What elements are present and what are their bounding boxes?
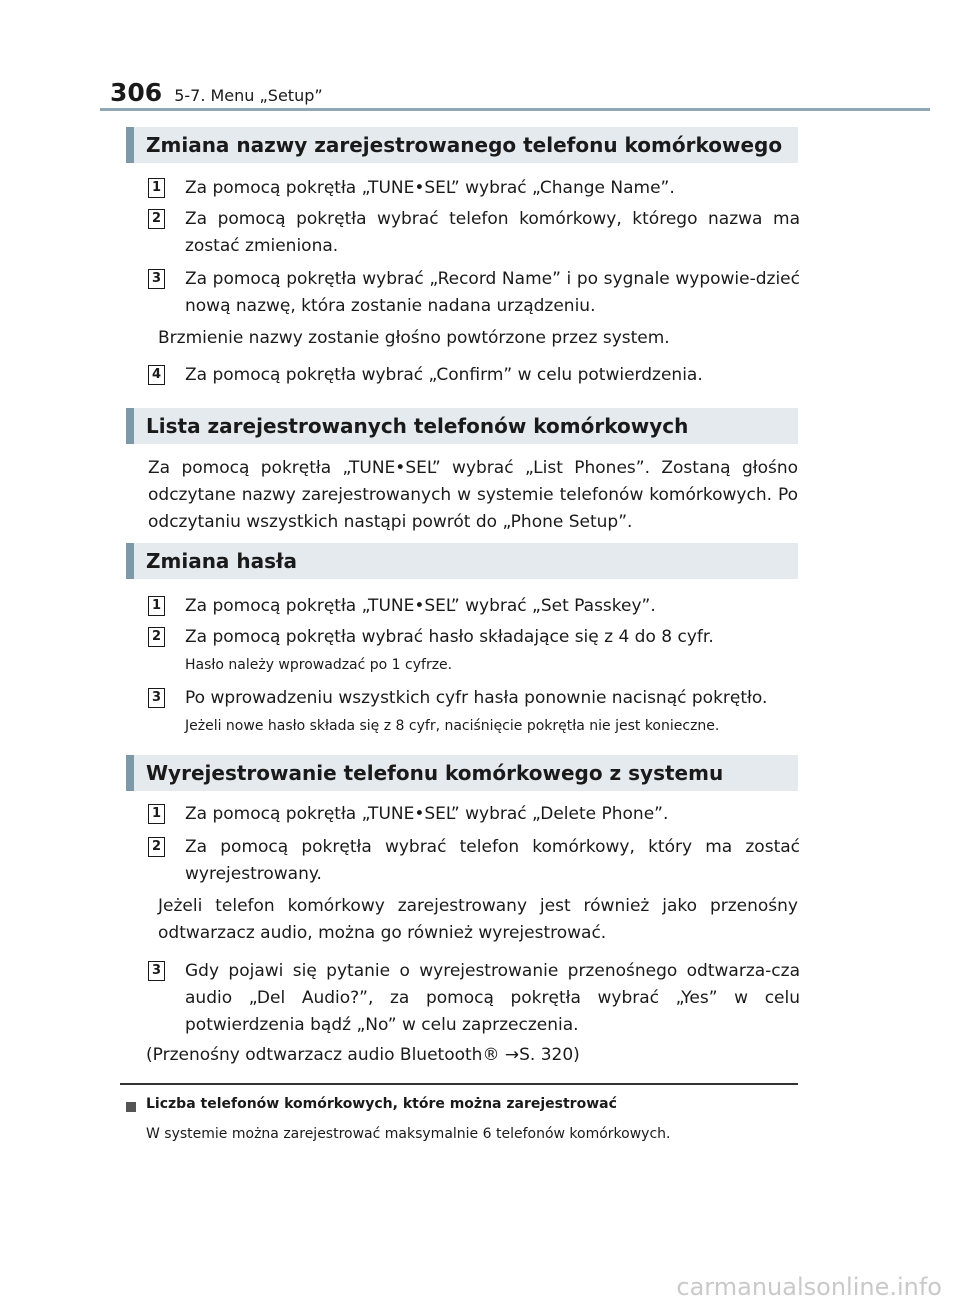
- watermark: carmanualsonline.info: [676, 1273, 942, 1301]
- square-bullet-icon: [126, 1102, 136, 1112]
- step-number: 1: [148, 596, 165, 616]
- section-heading-change-passkey: [126, 543, 798, 579]
- step-text: Za pomocą pokrętła wybrać „Confirm” w celu potwierdzenia.: [185, 365, 703, 385]
- step-text: Za pomocą pokrętła wybrać telefon komórkowy, który ma zostać wyrejestrowany.: [185, 837, 800, 884]
- footnote-rule: [120, 1083, 798, 1085]
- step-item: [148, 834, 800, 888]
- step-subnote: Jeżeli nowe hasło składa się z 8 cyfr, naciśnięcie pokrętła nie jest konieczne.: [185, 718, 720, 734]
- section-title: Zmiana hasła: [146, 549, 297, 573]
- step-item: [148, 175, 800, 202]
- step-text: Po wprowadzeniu wszystkich cyfr hasła ponownie nacisnąć pokrętło.: [185, 688, 768, 708]
- step-item: [148, 266, 800, 320]
- section-heading-rename-phone: [126, 127, 798, 163]
- cross-reference: (Przenośny odtwarzacz audio Bluetooth® →S. 320): [146, 1045, 580, 1065]
- step-number: 1: [148, 178, 165, 198]
- step-item: [148, 958, 800, 1039]
- step-subnote: Hasło należy wprowadzać po 1 cyfrze.: [185, 657, 453, 673]
- step-item: [148, 593, 800, 620]
- footnote-title: Liczba telefonów komórkowych, które można zarejestrować: [146, 1096, 617, 1112]
- step-text: Za pomocą pokrętła „TUNE•SEL” wybrać „Delete Phone”.: [185, 804, 669, 824]
- chapter-title: 5-7. Menu „Setup”: [174, 86, 323, 105]
- step-text: Za pomocą pokrętła wybrać telefon komórkowy, którego nazwa ma zostać zmieniona.: [185, 209, 800, 256]
- step-item: [148, 362, 800, 389]
- step-text: Za pomocą pokrętła wybrać hasło składające się z 4 do 8 cyfr.: [185, 627, 714, 647]
- header-rule: [100, 108, 930, 111]
- step-text: Za pomocą pokrętła „TUNE•SEL” wybrać „Set Passkey”.: [185, 596, 656, 616]
- step-item: [148, 206, 800, 260]
- footnote-text: W systemie można zarejestrować maksymalnie 6 telefonów komórkowych.: [146, 1126, 671, 1142]
- step-item: [148, 624, 800, 651]
- page-header: [110, 78, 323, 107]
- step-note: Jeżeli telefon komórkowy zarejestrowany jest również jako przenośny odtwarzacz audio, można go również wyrejestrować.: [158, 896, 798, 943]
- section-heading-delete-phone: [126, 755, 798, 791]
- step-number: 2: [148, 837, 165, 857]
- step-number: 3: [148, 688, 165, 708]
- step-text: Za pomocą pokrętła wybrać „Record Name” i po sygnale wypowie-dzieć nową nazwę, która zostanie nadana urządzeniu.: [185, 269, 800, 316]
- step-number: 4: [148, 365, 165, 385]
- step-number: 1: [148, 804, 165, 824]
- step-note: Brzmienie nazwy zostanie głośno powtórzone przez system.: [158, 328, 670, 348]
- step-text: Gdy pojawi się pytanie o wyrejestrowanie przenośnego odtwarza-cza audio „Del Audio?”, za pomocą pokrętła wybrać „Yes” w celu potwierdzenia bądź „No” w celu zaprzeczenia.: [185, 961, 800, 1035]
- section-title: Lista zarejestrowanych telefonów komórkowych: [146, 414, 689, 438]
- section-title: Zmiana nazwy zarejestrowanego telefonu komórkowego: [146, 133, 783, 157]
- section-title: Wyrejestrowanie telefonu komórkowego z systemu: [146, 761, 724, 785]
- step-item: [148, 801, 800, 828]
- step-number: 3: [148, 269, 165, 289]
- step-number: 2: [148, 209, 165, 229]
- section-paragraph: Za pomocą pokrętła „TUNE•SEL” wybrać „List Phones”. Zostaną głośno odczytane nazwy zarejestrowanych w systemie telefonów komórkowych. Po odczytaniu wszystkich nastąpi powrót do „Phone Setup”.: [148, 458, 798, 532]
- step-number: 3: [148, 961, 165, 981]
- step-number: 2: [148, 627, 165, 647]
- section-heading-list-phones: [126, 408, 798, 444]
- step-text: Za pomocą pokrętła „TUNE•SEL” wybrać „Change Name”.: [185, 178, 675, 198]
- step-item: [148, 685, 800, 712]
- page-number: 306: [110, 78, 163, 107]
